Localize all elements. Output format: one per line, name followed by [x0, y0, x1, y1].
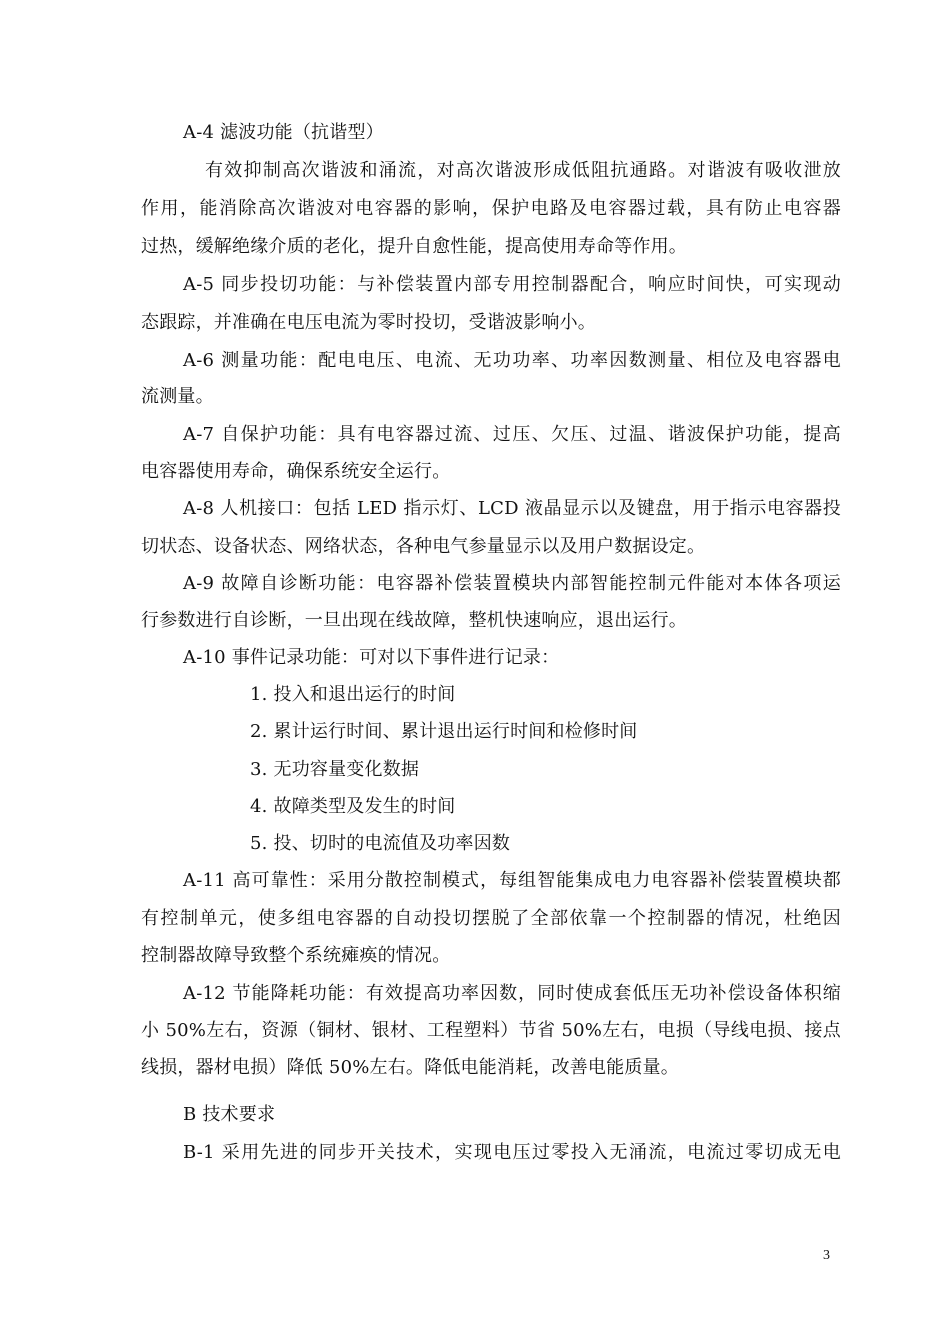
- section-a4-line-3: 过热，缓解绝缘介质的老化，提升自愈性能，提高使用寿命等作用。: [141, 236, 687, 257]
- section-a11-line-1: A-11 高可靠性：采用分散控制模式，每组智能集成电力电容器补偿装置模块都: [183, 870, 841, 891]
- section-a7-line-2: 电容器使用寿命，确保系统安全运行。: [141, 461, 451, 482]
- section-a12-line-1: A-12 节能降耗功能：有效提高功率因数，同时使成套低压无功补偿设备体积缩: [183, 983, 841, 1004]
- section-a11-line-3: 控制器故障导致整个系统瘫痪的情况。: [141, 945, 451, 966]
- section-a6-line-2: 流测量。: [141, 386, 214, 407]
- list-item: 3. 无功容量变化数据: [250, 759, 420, 780]
- section-a12-line-2: 小 50%左右，资源（铜材、银材、工程塑料）节省 50%左右，电损（导线电损、接点: [141, 1020, 841, 1041]
- list-item: 4. 故障类型及发生的时间: [250, 796, 456, 817]
- section-a5-line-1: A-5 同步投切功能：与补偿装置内部专用控制器配合，响应时间快，可实现动: [183, 274, 841, 295]
- list-item: 5. 投、切时的电流值及功率因数: [250, 833, 511, 854]
- list-item: 2. 累计运行时间、累计退出运行时间和检修时间: [250, 721, 638, 742]
- section-b-title: B 技术要求: [183, 1104, 276, 1125]
- page-number: 3: [823, 1248, 830, 1263]
- section-a4-line-2: 作用，能消除高次谐波对电容器的影响，保护电路及电容器过载，具有防止电容器: [141, 198, 841, 219]
- section-a10-title: A-10 事件记录功能：可对以下事件进行记录：: [183, 647, 560, 668]
- section-a12-line-3: 线损，器材电损）降低 50%左右。降低电能消耗，改善电能质量。: [141, 1057, 679, 1078]
- section-a5-line-2: 态跟踪，并准确在电压电流为零时投切，受谐波影响小。: [141, 312, 596, 333]
- section-a8-line-2: 切状态、设备状态、网络状态，各种电气参量显示以及用户数据设定。: [141, 536, 706, 557]
- list-item: 1. 投入和退出运行的时间: [250, 684, 456, 705]
- section-a4-line-1: 有效抑制高次谐波和涌流，对高次谐波形成低阻抗通路。对谐波有吸收泄放: [205, 160, 841, 181]
- section-a9-line-1: A-9 故障自诊断功能：电容器补偿装置模块内部智能控制元件能对本体各项运: [183, 573, 841, 594]
- section-a7-line-1: A-7 自保护功能：具有电容器过流、过压、欠压、过温、谐波保护功能，提高: [183, 424, 841, 445]
- section-a4-title: A-4 滤波功能（抗谐型）: [183, 122, 384, 143]
- section-a9-line-2: 行参数进行自诊断，一旦出现在线故障，整机快速响应，退出运行。: [141, 610, 687, 631]
- section-b1-line-1: B-1 采用先进的同步开关技术，实现电压过零投入无涌流，电流过零切成无电: [183, 1142, 841, 1163]
- section-a6-line-1: A-6 测量功能：配电电压、电流、无功功率、功率因数测量、相位及电容器电: [183, 350, 841, 371]
- section-a8-line-1: A-8 人机接口：包括 LED 指示灯、LCD 液晶显示以及键盘，用于指示电容器投: [183, 498, 841, 519]
- section-a11-line-2: 有控制单元，使多组电容器的自动投切摆脱了全部依靠一个控制器的情况，杜绝因: [141, 908, 841, 929]
